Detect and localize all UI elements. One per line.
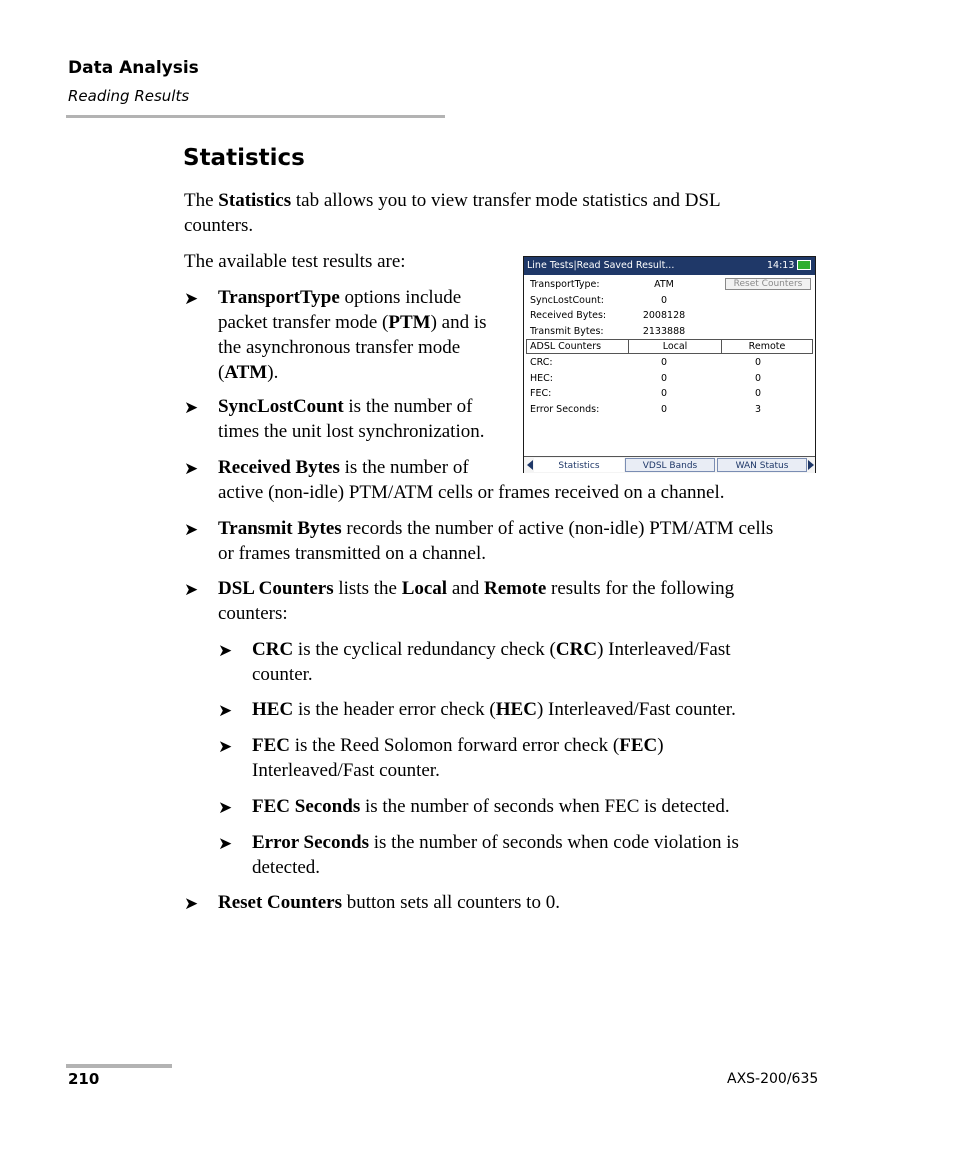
term: Reset Counters (218, 892, 343, 913)
desc: ) Interleaved/Fast counter. (536, 699, 736, 720)
intro-text: tab allows you to view transfer mode statistics and DSL (291, 190, 721, 211)
desc: counters: (218, 603, 288, 624)
counter-label: CRC: (530, 357, 553, 368)
row-value: 0 (660, 295, 668, 306)
term: FEC (619, 735, 658, 756)
term: Remote (484, 578, 547, 599)
desc: is the header error check ( (293, 699, 496, 720)
tab-scroll-right-icon[interactable] (808, 460, 814, 470)
row-label: TransportType: (530, 279, 600, 290)
desc: is the Reed Solomon forward error check ( (290, 735, 620, 756)
desc: ) and is (430, 312, 487, 333)
tab-scroll-left-icon[interactable] (527, 460, 533, 470)
bullet-icon: ➤ (218, 834, 233, 853)
tab-wan-status[interactable]: WAN Status (717, 458, 807, 472)
row-value: ATM (654, 279, 674, 290)
page-number: 210 (68, 1070, 100, 1088)
header-adsl-counters: ADSL Counters (530, 341, 602, 352)
counter-local: 0 (660, 357, 668, 368)
desc: the asynchronous transfer mode (218, 337, 461, 358)
bullet-icon: ➤ (218, 701, 233, 720)
counters-table-header (526, 339, 813, 354)
desc: and (447, 578, 485, 599)
list-item-crc (252, 637, 731, 687)
counter-local: 0 (660, 388, 668, 399)
row-value: 2008128 (642, 310, 686, 321)
header-remote: Remote (748, 341, 786, 352)
desc: ) (657, 735, 664, 756)
desc: is the number of seconds when code violation is (369, 832, 739, 853)
desc: detected. (252, 857, 321, 878)
row-label: Transmit Bytes: (530, 326, 604, 337)
term: TransportType (218, 287, 340, 308)
device-tab-bar (524, 456, 815, 473)
list-item-hec (252, 697, 736, 722)
subsection-title: Reading Results (68, 87, 190, 105)
term: HEC (252, 699, 294, 720)
bullet-icon: ➤ (184, 289, 199, 308)
row-label: SyncLostCount: (530, 295, 604, 306)
desc: ). (267, 362, 279, 383)
term: Received Bytes (218, 457, 340, 478)
reset-counters-button[interactable]: Reset Counters (725, 278, 811, 290)
bullet-icon: ➤ (184, 894, 199, 913)
counter-local: 0 (660, 373, 668, 384)
term: SyncLostCount (218, 396, 344, 417)
bullet-icon: ➤ (184, 459, 199, 478)
intro-text: counters. (184, 215, 254, 236)
term: Transmit Bytes (218, 518, 342, 539)
term: PTM (388, 312, 431, 333)
term: FEC (252, 735, 290, 756)
footer-rule (66, 1064, 172, 1068)
desc: ( (218, 362, 225, 383)
term: ATM (224, 362, 268, 383)
desc: packet transfer mode ( (218, 312, 389, 333)
term: DSL Counters (218, 578, 334, 599)
term: Local (401, 578, 448, 599)
desc: is the number of seconds when FEC is detected. (360, 796, 730, 817)
device-screenshot (523, 256, 816, 473)
list-item-transmit (218, 516, 773, 566)
term: CRC (555, 639, 598, 660)
desc: Interleaved/Fast counter. (252, 760, 440, 781)
list-item-fec (252, 733, 664, 783)
desc: lists the (333, 578, 402, 599)
header-local: Local (662, 341, 688, 352)
bullet-icon: ➤ (218, 798, 233, 817)
counter-label: Error Seconds: (530, 404, 600, 415)
bullet-icon: ➤ (218, 641, 233, 660)
page-heading: Statistics (183, 145, 305, 171)
device-titlebar (524, 257, 815, 275)
desc: is the cyclical redundancy check ( (293, 639, 556, 660)
bullet-icon: ➤ (184, 398, 199, 417)
term: FEC Seconds (252, 796, 361, 817)
desc: is the number of (343, 396, 473, 417)
intro-strong: Statistics (218, 190, 292, 211)
list-item-transport (218, 285, 487, 385)
desc: button sets all counters to 0. (342, 892, 560, 913)
desc: or frames transmitted on a channel. (218, 543, 487, 564)
counter-remote: 0 (754, 357, 762, 368)
intro-text: The (184, 190, 219, 211)
term: HEC (495, 699, 537, 720)
list-item-dsl (218, 576, 734, 626)
row-value: 2133888 (642, 326, 686, 337)
counter-local: 0 (660, 404, 668, 415)
term: Error Seconds (252, 832, 369, 853)
desc: results for the following (546, 578, 735, 599)
bullet-icon: ➤ (218, 737, 233, 756)
list-item-sync (218, 394, 485, 444)
counter-remote: 0 (754, 373, 762, 384)
list-item-reset (218, 890, 560, 915)
desc: options include (339, 287, 462, 308)
desc: counter. (252, 664, 313, 685)
desc: active (non-idle) PTM/ATM cells or frames received on a channel. (218, 482, 725, 503)
tab-vdsl-bands[interactable]: VDSL Bands (625, 458, 715, 472)
desc: ) Interleaved/Fast (597, 639, 731, 660)
counter-label: HEC: (530, 373, 553, 384)
section-title: Data Analysis (68, 58, 199, 78)
term: CRC (252, 639, 294, 660)
battery-icon (797, 260, 811, 270)
tab-statistics[interactable]: Statistics (534, 458, 624, 472)
bullet-icon: ➤ (184, 520, 199, 539)
row-label: Received Bytes: (530, 310, 607, 321)
counter-remote: 3 (754, 404, 762, 415)
device-clock: 14:13 (767, 260, 795, 271)
counter-remote: 0 (754, 388, 762, 399)
list-item-fec-seconds (252, 794, 730, 819)
desc: times the unit lost synchronization. (218, 421, 485, 442)
desc: records the number of active (non-idle) PTM/ATM cells (341, 518, 774, 539)
list-item-error-seconds (252, 830, 739, 880)
intro-paragraph (184, 188, 721, 238)
header-rule (66, 115, 445, 118)
device-title: Line Tests|Read Saved Result... (527, 260, 675, 271)
bullet-icon: ➤ (184, 580, 199, 599)
desc: is the number of (339, 457, 469, 478)
counter-label: FEC: (530, 388, 552, 399)
results-lead: The available test results are: (184, 251, 406, 272)
product-model: AXS-200/635 (727, 1071, 819, 1087)
